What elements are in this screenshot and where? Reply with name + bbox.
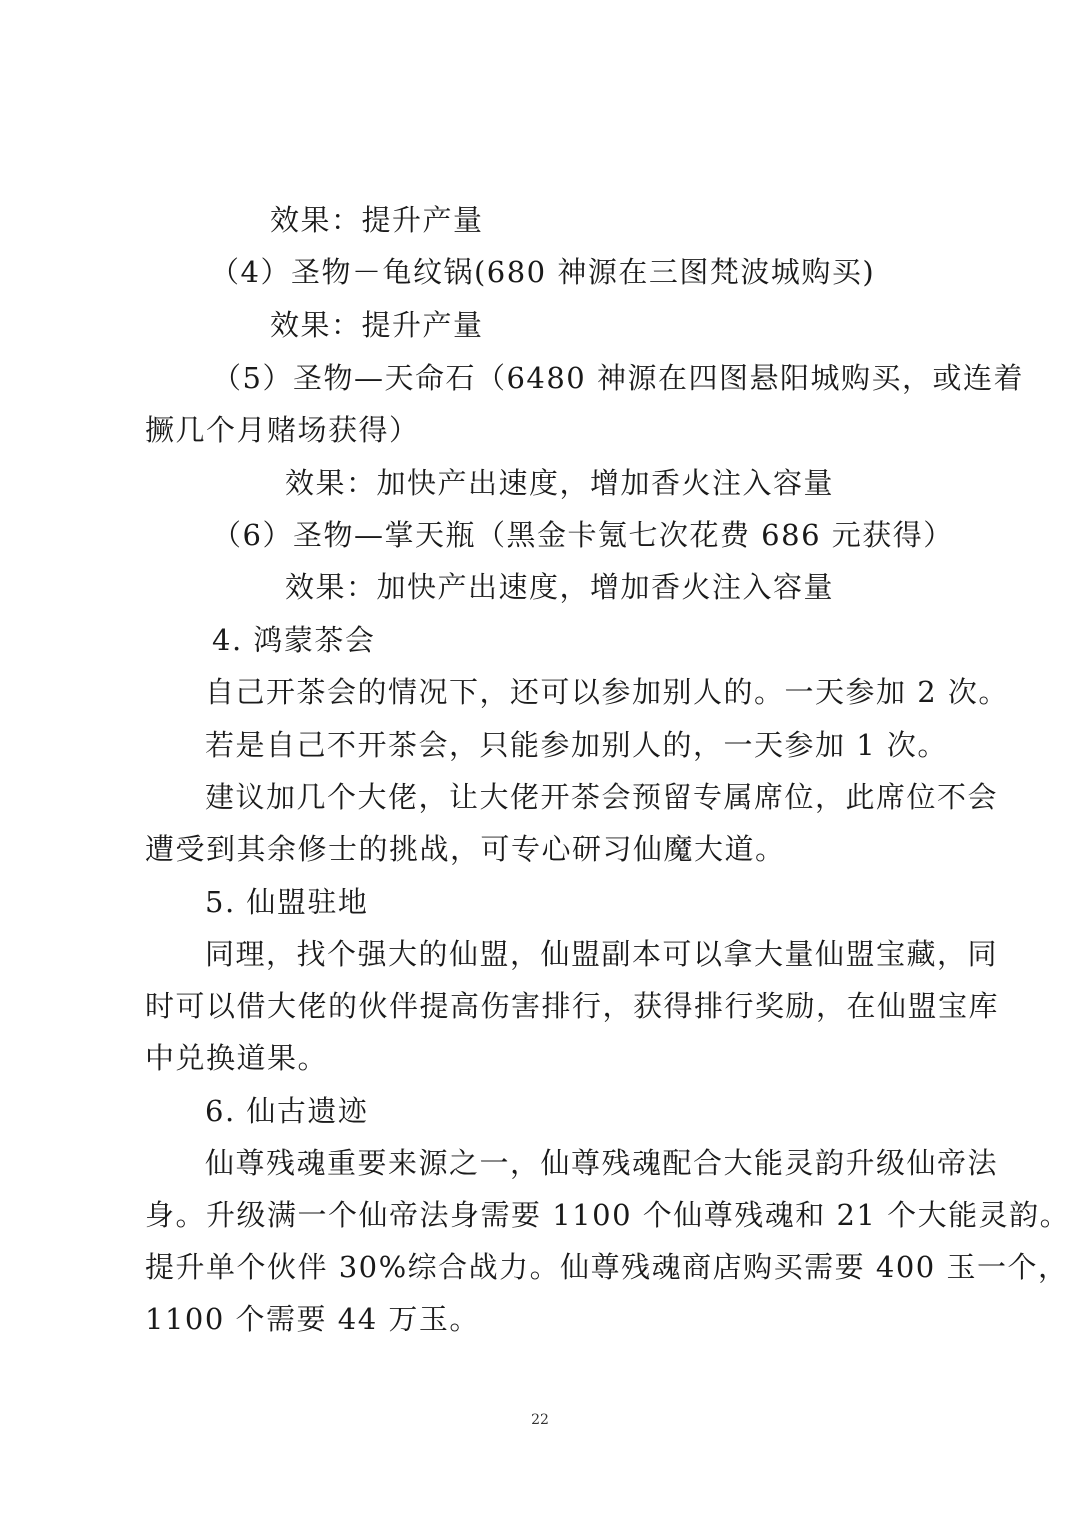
effect-line-speed: 效果：加快产出速度，增加香火注入容量 bbox=[285, 466, 835, 500]
relic-item-6-heaven-vase: （6）圣物—掌天瓶（黑金卡氪七次花费 686 元获得） bbox=[212, 518, 954, 552]
paragraph-line: 建议加几个大佬，让大佬开茶会预留专属席位，此席位不会 bbox=[205, 780, 999, 814]
paragraph-line: 自己开茶会的情况下，还可以参加别人的。一天参加 2 次。 bbox=[205, 675, 1009, 709]
paragraph-line: 遭受到其余修士的挑战，可专心研习仙魔大道。 bbox=[145, 832, 786, 866]
paragraph-line: 若是自己不开茶会，只能参加别人的，一天参加 1 次。 bbox=[205, 728, 948, 762]
paragraph-line: 同理，找个强大的仙盟，仙盟副本可以拿大量仙盟宝藏，同 bbox=[205, 937, 999, 971]
paragraph-line: 1100 个需要 44 万玉。 bbox=[145, 1302, 480, 1336]
paragraph-line: 身。升级满一个仙帝法身需要 1100 个仙尊残魂和 21 个大能灵韵。 bbox=[145, 1198, 1071, 1232]
relic-item-5-continuation: 撅几个月赌场获得） bbox=[145, 413, 420, 447]
relic-item-5-destiny-stone: （5）圣物—天命石（6480 神源在四图悬阳城购买，或连着 bbox=[212, 361, 1024, 395]
paragraph-line: 仙尊残魂重要来源之一，仙尊残魂配合大能灵韵升级仙帝法 bbox=[205, 1146, 999, 1180]
paragraph-line: 中兑换道果。 bbox=[145, 1041, 329, 1075]
effect-line-produce: 效果：提升产量 bbox=[270, 203, 484, 237]
effect-line-produce-2: 效果：提升产量 bbox=[270, 308, 484, 342]
section-heading-tea-party: 4. 鸿蒙茶会 bbox=[212, 623, 376, 657]
section-heading-ancient-ruins: 6. 仙古遗迹 bbox=[205, 1094, 369, 1128]
paragraph-line: 提升单个伙伴 30%综合战力。仙尊残魂商店购买需要 400 玉一个， bbox=[145, 1250, 1069, 1284]
effect-line-speed-2: 效果：加快产出速度，增加香火注入容量 bbox=[285, 570, 835, 604]
page-number: 22 bbox=[531, 1412, 549, 1428]
relic-item-4-turtle-pot: （4）圣物－龟纹锅(680 神源在三图梵波城购买) bbox=[210, 255, 876, 289]
paragraph-line: 时可以借大佬的伙伴提高伤害排行，获得排行奖励，在仙盟宝库 bbox=[145, 989, 1000, 1023]
section-heading-alliance-base: 5. 仙盟驻地 bbox=[205, 885, 369, 919]
